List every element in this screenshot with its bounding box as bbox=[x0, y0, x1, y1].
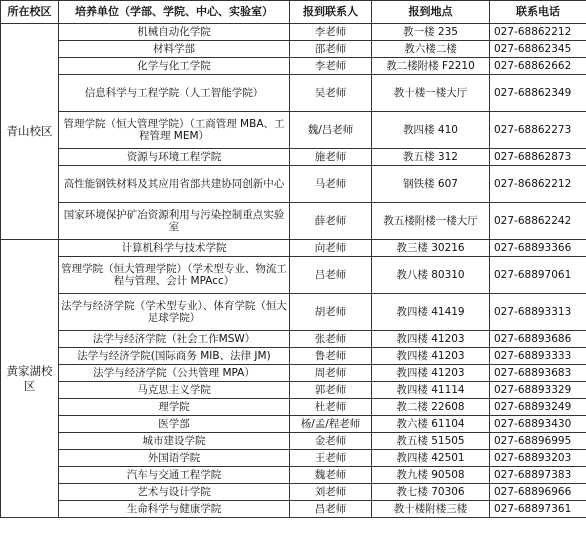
contact-cell: 胡老师 bbox=[290, 294, 372, 331]
unit-cell: 理学院 bbox=[59, 399, 290, 416]
unit-cell: 高性能钢铁材料及其应用省部共建协同创新中心 bbox=[59, 166, 290, 203]
header-unit: 培养单位（学部、学院、中心、实验室） bbox=[59, 1, 290, 24]
table-row bbox=[1, 257, 586, 294]
place-cell: 教五楼 51505 bbox=[372, 433, 490, 450]
place-cell: 教五楼 312 bbox=[372, 149, 490, 166]
unit-cell: 法学与经济学院（学术型专业）、体育学院（恒大足球学院） bbox=[59, 294, 290, 331]
table-row bbox=[1, 331, 586, 348]
header-contact: 报到联系人 bbox=[290, 1, 372, 24]
phone-cell: 027-68862242 bbox=[490, 203, 586, 240]
contact-cell: 马老师 bbox=[290, 166, 372, 203]
table-row bbox=[1, 294, 586, 331]
phone-cell: 027-68897361 bbox=[490, 501, 586, 518]
place-cell: 教八楼 80310 bbox=[372, 257, 490, 294]
place-cell: 教四楼 41114 bbox=[372, 382, 490, 399]
unit-cell: 计算机科学与技术学院 bbox=[59, 240, 290, 257]
table-row bbox=[1, 416, 586, 433]
place-cell: 教四楼 41419 bbox=[372, 294, 490, 331]
phone-cell: 027-68862212 bbox=[490, 24, 586, 41]
contact-cell: 刘老师 bbox=[290, 484, 372, 501]
contact-cell: 魏/吕老师 bbox=[290, 112, 372, 149]
table-row bbox=[1, 501, 586, 518]
phone-cell: 027-86862212 bbox=[490, 166, 586, 203]
table-row bbox=[1, 365, 586, 382]
place-cell: 教二楼 22608 bbox=[372, 399, 490, 416]
contact-cell: 邵老师 bbox=[290, 41, 372, 58]
phone-cell: 027-68893366 bbox=[490, 240, 586, 257]
phone-cell: 027-68893430 bbox=[490, 416, 586, 433]
contact-cell: 杜老师 bbox=[290, 399, 372, 416]
phone-cell: 027-68862662 bbox=[490, 58, 586, 75]
contact-cell: 李老师 bbox=[290, 58, 372, 75]
unit-cell: 化学与化工学院 bbox=[59, 58, 290, 75]
contact-cell: 吴老师 bbox=[290, 75, 372, 112]
table-row bbox=[1, 75, 586, 112]
contact-cell: 魏老师 bbox=[290, 467, 372, 484]
unit-cell: 管理学院（恒大管理学院）（学术型专业、物流工程与管理、会计 MPAcc） bbox=[59, 257, 290, 294]
table-row bbox=[1, 166, 586, 203]
phone-cell: 027-68893249 bbox=[490, 399, 586, 416]
campus-cell-huangjiahu: 黄家湖校区 bbox=[1, 240, 59, 518]
phone-cell: 027-68896966 bbox=[490, 484, 586, 501]
place-cell: 教五楼附楼一楼大厅 bbox=[372, 203, 490, 240]
place-cell: 教三楼 30216 bbox=[372, 240, 490, 257]
place-cell: 教十楼附楼三楼 bbox=[372, 501, 490, 518]
unit-cell: 艺术与设计学院 bbox=[59, 484, 290, 501]
header-row bbox=[1, 1, 586, 24]
unit-cell: 信息科学与工程学院（人工智能学院） bbox=[59, 75, 290, 112]
place-cell: 教二楼附楼 F2210 bbox=[372, 58, 490, 75]
table-row bbox=[1, 149, 586, 166]
contact-cell: 昌老师 bbox=[290, 501, 372, 518]
contact-cell: 鲁老师 bbox=[290, 348, 372, 365]
phone-cell: 027-68893333 bbox=[490, 348, 586, 365]
phone-cell: 027-68862345 bbox=[490, 41, 586, 58]
unit-cell: 生命科学与健康学院 bbox=[59, 501, 290, 518]
table-row bbox=[1, 24, 586, 41]
phone-cell: 027-68862273 bbox=[490, 112, 586, 149]
unit-cell: 马克思主义学院 bbox=[59, 382, 290, 399]
header-campus: 所在校区 bbox=[1, 1, 59, 24]
contact-cell: 金老师 bbox=[290, 433, 372, 450]
contact-cell: 周老师 bbox=[290, 365, 372, 382]
header-place: 报到地点 bbox=[372, 1, 490, 24]
table-row bbox=[1, 112, 586, 149]
phone-cell: 027-68897383 bbox=[490, 467, 586, 484]
table-row bbox=[1, 382, 586, 399]
unit-cell: 法学与经济学院（社会工作MSW） bbox=[59, 331, 290, 348]
place-cell: 教七楼 70306 bbox=[372, 484, 490, 501]
unit-cell: 资源与环境工程学院 bbox=[59, 149, 290, 166]
phone-cell: 027-68896995 bbox=[490, 433, 586, 450]
place-cell: 教十楼一楼大厅 bbox=[372, 75, 490, 112]
unit-cell: 管理学院（恒大管理学院）（工商管理 MBA、工程管理 MEM） bbox=[59, 112, 290, 149]
unit-cell: 汽车与交通工程学院 bbox=[59, 467, 290, 484]
place-cell: 教四楼 410 bbox=[372, 112, 490, 149]
unit-cell: 城市建设学院 bbox=[59, 433, 290, 450]
table-row bbox=[1, 203, 586, 240]
table-row bbox=[1, 41, 586, 58]
contact-cell: 杨/孟/程老师 bbox=[290, 416, 372, 433]
table-row bbox=[1, 399, 586, 416]
header-phone: 联系电话 bbox=[490, 1, 586, 24]
place-cell: 教四楼 41203 bbox=[372, 365, 490, 382]
table-row bbox=[1, 467, 586, 484]
phone-cell: 027-68893683 bbox=[490, 365, 586, 382]
place-cell: 教四楼 41203 bbox=[372, 331, 490, 348]
contact-cell: 李老师 bbox=[290, 24, 372, 41]
contact-cell: 薛老师 bbox=[290, 203, 372, 240]
table-row bbox=[1, 433, 586, 450]
unit-cell: 法学与经济学院（公共管理 MPA） bbox=[59, 365, 290, 382]
place-cell: 教六楼二楼 bbox=[372, 41, 490, 58]
campus-cell-qingshan: 青山校区 bbox=[1, 24, 59, 240]
phone-cell: 027-68862349 bbox=[490, 75, 586, 112]
place-cell: 教四楼 41203 bbox=[372, 348, 490, 365]
table-row bbox=[1, 450, 586, 467]
place-cell: 教六楼 61104 bbox=[372, 416, 490, 433]
phone-cell: 027-68893203 bbox=[490, 450, 586, 467]
unit-cell: 国家环境保护矿冶资源利用与污染控制重点实验室 bbox=[59, 203, 290, 240]
phone-cell: 027-68897061 bbox=[490, 257, 586, 294]
contact-cell: 施老师 bbox=[290, 149, 372, 166]
unit-cell: 医学部 bbox=[59, 416, 290, 433]
place-cell: 教四楼 42501 bbox=[372, 450, 490, 467]
unit-cell: 法学与经济学院(国际商务 MIB、法律 JM) bbox=[59, 348, 290, 365]
contact-cell: 向老师 bbox=[290, 240, 372, 257]
contact-cell: 王老师 bbox=[290, 450, 372, 467]
place-cell: 教一楼 235 bbox=[372, 24, 490, 41]
unit-cell: 外国语学院 bbox=[59, 450, 290, 467]
phone-cell: 027-68893313 bbox=[490, 294, 586, 331]
table-row bbox=[1, 58, 586, 75]
place-cell: 教九楼 90508 bbox=[372, 467, 490, 484]
unit-cell: 材料学部 bbox=[59, 41, 290, 58]
contact-cell: 张老师 bbox=[290, 331, 372, 348]
table-row bbox=[1, 484, 586, 501]
table-row bbox=[1, 240, 586, 257]
contact-cell: 吕老师 bbox=[290, 257, 372, 294]
place-cell: 钢铁楼 607 bbox=[372, 166, 490, 203]
phone-cell: 027-68893686 bbox=[490, 331, 586, 348]
phone-cell: 027-68893329 bbox=[490, 382, 586, 399]
table-row bbox=[1, 348, 586, 365]
contact-cell: 郭老师 bbox=[290, 382, 372, 399]
phone-cell: 027-68862873 bbox=[490, 149, 586, 166]
unit-cell: 机械自动化学院 bbox=[59, 24, 290, 41]
